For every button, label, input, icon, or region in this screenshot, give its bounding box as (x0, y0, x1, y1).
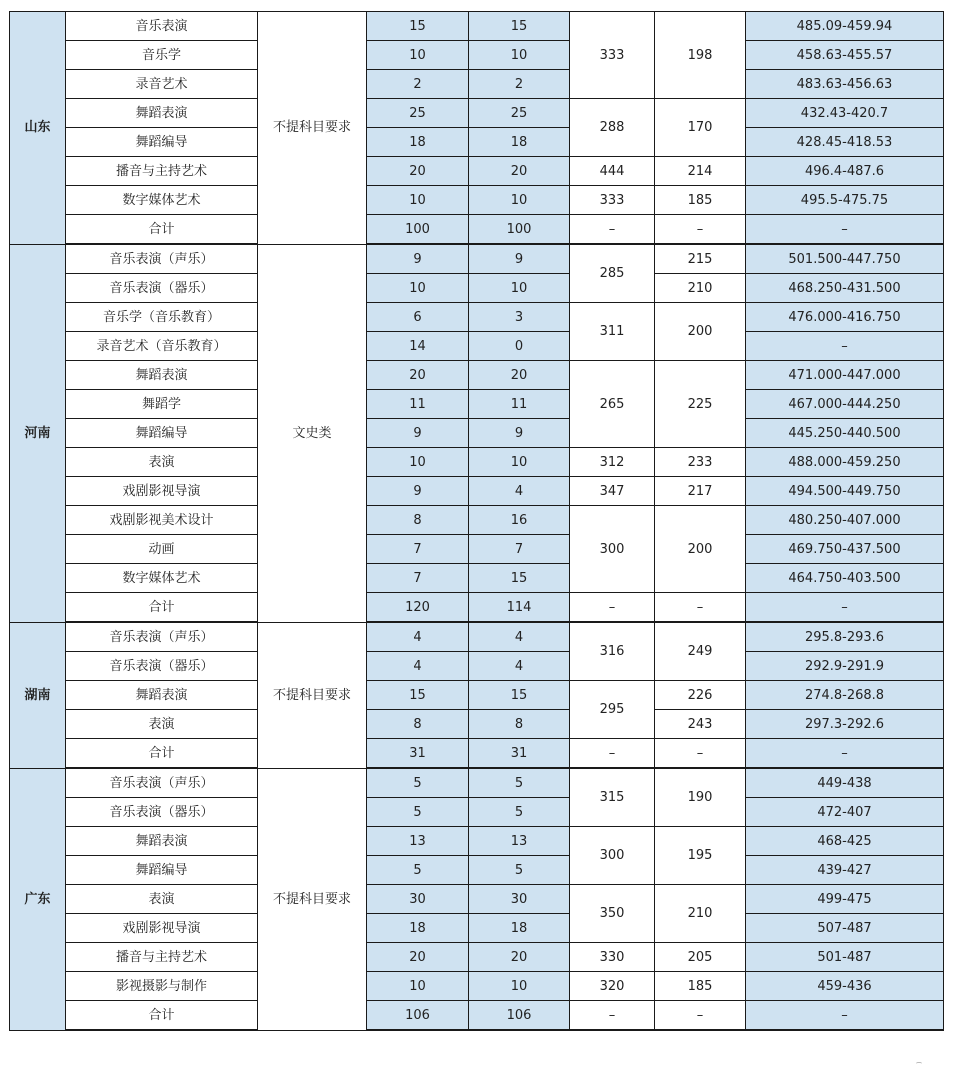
admitted-count-cell: 10 (469, 186, 570, 215)
province-cell: 广东 (10, 768, 66, 1030)
major-cell: 舞蹈表演 (66, 681, 258, 710)
major-cell: 表演 (66, 448, 258, 477)
table-row (10, 419, 944, 448)
score-range-cell: 501.500-447.750 (746, 244, 944, 274)
control-line-cell: 315 (570, 768, 655, 827)
admitted-count-cell: 5 (469, 856, 570, 885)
special-line-cell: – (655, 1001, 746, 1031)
special-line-cell: 198 (655, 12, 746, 99)
admitted-count-cell: 20 (469, 157, 570, 186)
plan-count-cell: 14 (367, 332, 469, 361)
score-range-cell: 469.750-437.500 (746, 535, 944, 564)
admitted-count-cell: 18 (469, 128, 570, 157)
major-cell: 音乐表演（声乐） (66, 244, 258, 274)
score-range-cell: 274.8-268.8 (746, 681, 944, 710)
control-line-cell: 444 (570, 157, 655, 186)
table-row (10, 943, 944, 972)
special-line-cell: 200 (655, 506, 746, 593)
score-range-cell: 432.43-420.7 (746, 99, 944, 128)
table-row (10, 157, 944, 186)
admitted-count-cell: 100 (469, 215, 570, 245)
plan-count-cell: 5 (367, 856, 469, 885)
table-row (10, 215, 944, 245)
table-row (10, 739, 944, 769)
major-cell: 影视摄影与制作 (66, 972, 258, 1001)
control-line-cell: 288 (570, 99, 655, 157)
major-cell: 合计 (66, 593, 258, 623)
admitted-count-cell: 4 (469, 477, 570, 506)
plan-count-cell: 15 (367, 681, 469, 710)
table-row (10, 477, 944, 506)
plan-count-cell: 100 (367, 215, 469, 245)
admitted-count-cell: 10 (469, 972, 570, 1001)
control-line-cell: 300 (570, 506, 655, 593)
admitted-count-cell: 2 (469, 70, 570, 99)
admitted-count-cell: 8 (469, 710, 570, 739)
major-cell: 表演 (66, 710, 258, 739)
control-line-cell: 300 (570, 827, 655, 885)
table-row (10, 506, 944, 535)
control-line-cell: 330 (570, 943, 655, 972)
table-row (10, 652, 944, 681)
major-cell: 戏剧影视美术设计 (66, 506, 258, 535)
page-corner-mark (916, 1062, 922, 1066)
admitted-count-cell: 4 (469, 652, 570, 681)
plan-count-cell: 9 (367, 419, 469, 448)
major-cell: 录音艺术 (66, 70, 258, 99)
score-range-cell: 471.000-447.000 (746, 361, 944, 390)
admitted-count-cell: 106 (469, 1001, 570, 1031)
table-row (10, 332, 944, 361)
score-range-cell: 445.250-440.500 (746, 419, 944, 448)
score-range-cell: 476.000-416.750 (746, 303, 944, 332)
major-cell: 舞蹈表演 (66, 361, 258, 390)
admitted-count-cell: 15 (469, 681, 570, 710)
admitted-count-cell: 10 (469, 448, 570, 477)
province-cell: 山东 (10, 12, 66, 245)
special-line-cell: 233 (655, 448, 746, 477)
plan-count-cell: 31 (367, 739, 469, 769)
control-line-cell: 347 (570, 477, 655, 506)
score-range-cell: 472-407 (746, 798, 944, 827)
score-range-cell: 467.000-444.250 (746, 390, 944, 419)
table-row (10, 303, 944, 332)
score-range-cell: 459-436 (746, 972, 944, 1001)
score-range-cell: – (746, 1001, 944, 1031)
admitted-count-cell: 13 (469, 827, 570, 856)
plan-count-cell: 10 (367, 972, 469, 1001)
table-row (10, 448, 944, 477)
admitted-count-cell: 18 (469, 914, 570, 943)
score-range-cell: 496.4-487.6 (746, 157, 944, 186)
table-row (10, 914, 944, 943)
plan-count-cell: 20 (367, 157, 469, 186)
special-line-cell: 215 (655, 244, 746, 274)
admitted-count-cell: 31 (469, 739, 570, 769)
plan-count-cell: 25 (367, 99, 469, 128)
admitted-count-cell: 20 (469, 361, 570, 390)
admitted-count-cell: 20 (469, 943, 570, 972)
admitted-count-cell: 5 (469, 768, 570, 798)
control-line-cell: 333 (570, 186, 655, 215)
admitted-count-cell: 7 (469, 535, 570, 564)
table-row (10, 12, 944, 41)
control-line-cell: – (570, 593, 655, 623)
score-range-cell: 449-438 (746, 768, 944, 798)
major-cell: 音乐表演（器乐） (66, 652, 258, 681)
table-row (10, 390, 944, 419)
major-cell: 合计 (66, 1001, 258, 1031)
plan-count-cell: 7 (367, 535, 469, 564)
plan-count-cell: 18 (367, 914, 469, 943)
admitted-count-cell: 5 (469, 798, 570, 827)
plan-count-cell: 20 (367, 943, 469, 972)
major-cell: 舞蹈编导 (66, 856, 258, 885)
major-cell: 舞蹈编导 (66, 128, 258, 157)
control-line-cell: 265 (570, 361, 655, 448)
plan-count-cell: 15 (367, 12, 469, 41)
major-cell: 录音艺术（音乐教育） (66, 332, 258, 361)
special-line-cell: – (655, 215, 746, 245)
table-row (10, 244, 944, 274)
score-range-cell: 494.500-449.750 (746, 477, 944, 506)
admitted-count-cell: 11 (469, 390, 570, 419)
plan-count-cell: 4 (367, 652, 469, 681)
table-row (10, 564, 944, 593)
table-row (10, 128, 944, 157)
control-line-cell: 350 (570, 885, 655, 943)
major-cell: 音乐表演 (66, 12, 258, 41)
subject-requirement-cell: 不提科目要求 (258, 768, 367, 1030)
plan-count-cell: 30 (367, 885, 469, 914)
admission-score-table (9, 11, 944, 1031)
control-line-cell: 333 (570, 12, 655, 99)
plan-count-cell: 9 (367, 477, 469, 506)
score-range-cell: 485.09-459.94 (746, 12, 944, 41)
plan-count-cell: 20 (367, 361, 469, 390)
major-cell: 播音与主持艺术 (66, 943, 258, 972)
table-row (10, 972, 944, 1001)
table-row (10, 798, 944, 827)
score-range-cell: 499-475 (746, 885, 944, 914)
table-row (10, 70, 944, 99)
plan-count-cell: 5 (367, 798, 469, 827)
score-range-cell: 458.63-455.57 (746, 41, 944, 70)
major-cell: 动画 (66, 535, 258, 564)
special-line-cell: – (655, 739, 746, 769)
plan-count-cell: 11 (367, 390, 469, 419)
score-range-cell: 297.3-292.6 (746, 710, 944, 739)
major-cell: 戏剧影视导演 (66, 477, 258, 506)
admitted-count-cell: 10 (469, 41, 570, 70)
special-line-cell: 226 (655, 681, 746, 710)
control-line-cell: 316 (570, 622, 655, 681)
score-range-cell: – (746, 739, 944, 769)
plan-count-cell: 13 (367, 827, 469, 856)
control-line-cell: 285 (570, 244, 655, 303)
table-row (10, 361, 944, 390)
score-range-cell: 488.000-459.250 (746, 448, 944, 477)
admitted-count-cell: 30 (469, 885, 570, 914)
plan-count-cell: 7 (367, 564, 469, 593)
plan-count-cell: 6 (367, 303, 469, 332)
plan-count-cell: 18 (367, 128, 469, 157)
table-body (10, 12, 944, 1031)
major-cell: 戏剧影视导演 (66, 914, 258, 943)
major-cell: 音乐表演（声乐） (66, 768, 258, 798)
plan-count-cell: 9 (367, 244, 469, 274)
control-line-cell: 311 (570, 303, 655, 361)
major-cell: 合计 (66, 739, 258, 769)
score-range-cell: 480.250-407.000 (746, 506, 944, 535)
control-line-cell: 295 (570, 681, 655, 739)
special-line-cell: 249 (655, 622, 746, 681)
major-cell: 播音与主持艺术 (66, 157, 258, 186)
score-range-cell: 501-487 (746, 943, 944, 972)
major-cell: 音乐表演（声乐） (66, 622, 258, 652)
special-line-cell: – (655, 593, 746, 623)
plan-count-cell: 10 (367, 448, 469, 477)
special-line-cell: 190 (655, 768, 746, 827)
major-cell: 数字媒体艺术 (66, 186, 258, 215)
score-range-cell: 483.63-456.63 (746, 70, 944, 99)
admitted-count-cell: 9 (469, 244, 570, 274)
plan-count-cell: 5 (367, 768, 469, 798)
special-line-cell: 214 (655, 157, 746, 186)
admitted-count-cell: 15 (469, 12, 570, 41)
special-line-cell: 170 (655, 99, 746, 157)
score-range-cell: 292.9-291.9 (746, 652, 944, 681)
subject-requirement-cell: 不提科目要求 (258, 622, 367, 768)
plan-count-cell: 8 (367, 710, 469, 739)
table-row (10, 274, 944, 303)
subject-requirement-cell: 不提科目要求 (258, 12, 367, 245)
admitted-count-cell: 3 (469, 303, 570, 332)
score-range-cell: – (746, 593, 944, 623)
score-range-cell: 295.8-293.6 (746, 622, 944, 652)
major-cell: 音乐表演（器乐） (66, 274, 258, 303)
plan-count-cell: 10 (367, 41, 469, 70)
admitted-count-cell: 16 (469, 506, 570, 535)
control-line-cell: 320 (570, 972, 655, 1001)
table-row (10, 710, 944, 739)
table-row (10, 827, 944, 856)
subject-requirement-cell: 文史类 (258, 244, 367, 622)
major-cell: 舞蹈编导 (66, 419, 258, 448)
province-cell: 湖南 (10, 622, 66, 768)
admitted-count-cell: 15 (469, 564, 570, 593)
score-range-cell: 428.45-418.53 (746, 128, 944, 157)
table-row (10, 593, 944, 623)
score-range-cell: 507-487 (746, 914, 944, 943)
special-line-cell: 210 (655, 885, 746, 943)
table-row (10, 768, 944, 798)
table-row (10, 186, 944, 215)
plan-count-cell: 4 (367, 622, 469, 652)
score-range-cell: – (746, 332, 944, 361)
table-row (10, 856, 944, 885)
special-line-cell: 185 (655, 972, 746, 1001)
major-cell: 舞蹈表演 (66, 827, 258, 856)
special-line-cell: 200 (655, 303, 746, 361)
table-row (10, 41, 944, 70)
control-line-cell: – (570, 739, 655, 769)
admitted-count-cell: 10 (469, 274, 570, 303)
major-cell: 音乐学（音乐教育） (66, 303, 258, 332)
special-line-cell: 195 (655, 827, 746, 885)
plan-count-cell: 8 (367, 506, 469, 535)
score-range-cell: – (746, 215, 944, 245)
plan-count-cell: 2 (367, 70, 469, 99)
special-line-cell: 210 (655, 274, 746, 303)
special-line-cell: 185 (655, 186, 746, 215)
control-line-cell: – (570, 215, 655, 245)
plan-count-cell: 10 (367, 274, 469, 303)
score-range-cell: 439-427 (746, 856, 944, 885)
major-cell: 舞蹈表演 (66, 99, 258, 128)
major-cell: 表演 (66, 885, 258, 914)
special-line-cell: 205 (655, 943, 746, 972)
plan-count-cell: 120 (367, 593, 469, 623)
admitted-count-cell: 9 (469, 419, 570, 448)
admitted-count-cell: 0 (469, 332, 570, 361)
major-cell: 合计 (66, 215, 258, 245)
special-line-cell: 225 (655, 361, 746, 448)
control-line-cell: – (570, 1001, 655, 1031)
admitted-count-cell: 114 (469, 593, 570, 623)
admitted-count-cell: 25 (469, 99, 570, 128)
major-cell: 舞蹈学 (66, 390, 258, 419)
special-line-cell: 243 (655, 710, 746, 739)
major-cell: 音乐表演（器乐） (66, 798, 258, 827)
score-range-cell: 468.250-431.500 (746, 274, 944, 303)
table-row (10, 681, 944, 710)
plan-count-cell: 106 (367, 1001, 469, 1031)
special-line-cell: 217 (655, 477, 746, 506)
province-cell: 河南 (10, 244, 66, 622)
table-row (10, 99, 944, 128)
control-line-cell: 312 (570, 448, 655, 477)
score-range-cell: 468-425 (746, 827, 944, 856)
table-row (10, 1001, 944, 1031)
admitted-count-cell: 4 (469, 622, 570, 652)
score-range-cell: 464.750-403.500 (746, 564, 944, 593)
major-cell: 音乐学 (66, 41, 258, 70)
table-row (10, 622, 944, 652)
score-range-cell: 495.5-475.75 (746, 186, 944, 215)
table-row (10, 535, 944, 564)
plan-count-cell: 10 (367, 186, 469, 215)
table-row (10, 885, 944, 914)
major-cell: 数字媒体艺术 (66, 564, 258, 593)
